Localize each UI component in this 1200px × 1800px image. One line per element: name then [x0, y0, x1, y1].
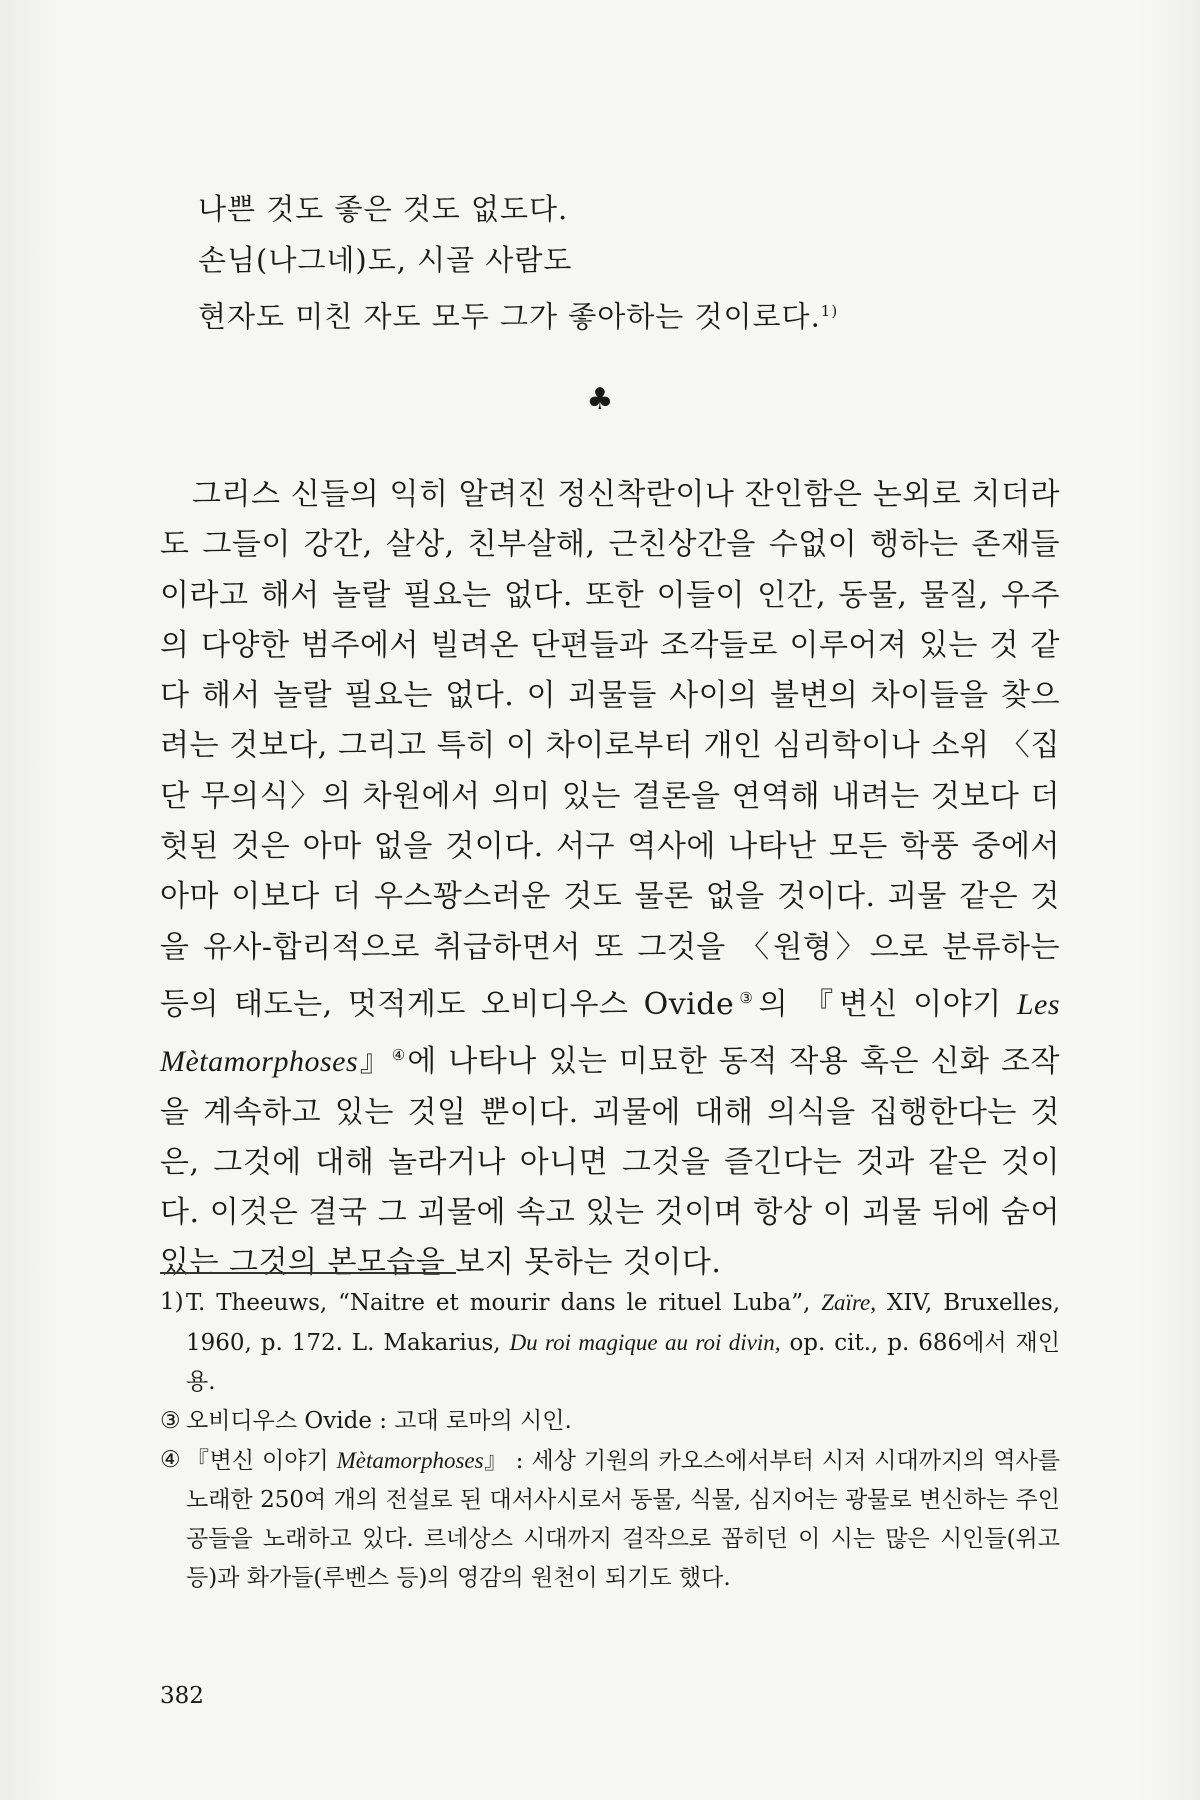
footnote-mark: ④ [160, 1447, 181, 1473]
footnote-run: XIV, Bruxelles, 1960, p. 172. L. Makarius, [186, 1290, 1061, 1356]
footnote-divider [160, 1272, 456, 1274]
work-title: Les Mètamorphoses [160, 987, 1060, 1079]
footnote-run: op. cit., p. 686에서 재인용. [186, 1330, 1060, 1395]
footnote-text [186, 1441, 1060, 1598]
verse-block [198, 184, 1018, 343]
journal-title: Zaïre, [821, 1290, 877, 1315]
footnote-ref-3[interactable]: ③ [734, 988, 759, 1007]
footnote-3 [160, 1402, 1060, 1441]
page-number: 382 [160, 1683, 204, 1709]
verse-line: 나쁜 것도 좋은 것도 없도다. [198, 192, 569, 226]
footnote-mark: ③ [160, 1408, 181, 1434]
footnote-run: 『변신 이야기 [186, 1448, 337, 1474]
footnote-text [186, 1283, 1060, 1402]
footnote-4 [160, 1441, 1060, 1598]
body-text [160, 470, 1060, 1289]
body-text-run: 에 나타나 있는 미묘한 동적 작용 혹은 신화 조작을 계속하고 있는 것일 뿐이다. 괴물에 대해 의식을 집행한다는 것은, 그것에 대해 놀라거나 아니면 그것을 즐긴다는 것과 같은 것이다. 이것은 결국 그 괴물에 속고 있는 것이며 항상 이 괴물 뒤에 숨어 있는 그것의 본모습을 보지 못하는 것이다. [160, 1044, 1060, 1281]
footnotes [160, 1283, 1060, 1598]
body-text-run: 의 『변신 이야기 [758, 986, 1017, 1022]
footnote-ref-4[interactable]: ④ [391, 1046, 408, 1065]
body-text-run: 그리스 신들의 익히 알려진 정신착란이나 잔인함은 논외로 치더라도 그들이 강간, 살상, 친부살해, 근친상간을 수없이 행하는 존재들이라고 해서 놀랄 필요는 없다. 또한 이들이 인간, 동물, 물질, 우주의 다양한 범주에서 빌려온 단편들과 조각들로 이루어져 있는 것 같다 해서 놀랄 필요는 없다. 이 괴물들 사이의 불변의 차이들을 찾으려는 것보다, 그리고 특히 이 차이로부터 개인 심리학이나 소위 〈집단 무의식〉의 차원에서 의미 있는 결론을 연역해 내려는 것보다 더 헛된 것은 아마 없을 것이다. 서구 역사에 나타난 모든 학풍 중에서 아마 이보다 더 우스꽝스러운 것도 물론 없을 것이다. 괴물 같은 것을 유사-합리적으로 취급하면서 또 그것을 〈원형〉으로 분류하는 등의 태도는, 멋적게도 오비디우스 Ovide [160, 477, 1060, 1022]
footnote-ref-1[interactable]: 1) [820, 302, 839, 320]
book-title: Du roi magique au roi divin, [509, 1330, 781, 1355]
footnote-1 [160, 1283, 1060, 1402]
work-title: Mètamorphoses [336, 1448, 484, 1473]
club-divider-icon: ♣ [586, 382, 614, 417]
verse-line: 손님(나그네)도, 시골 사람도 [198, 243, 573, 277]
footnote-run: T. Theeuws, “Naitre et mourir dans le rituel Luba”, [186, 1290, 822, 1316]
body-text-run: 』 [358, 1044, 392, 1080]
footnote-mark: 1) [160, 1289, 184, 1315]
verse-line-text: 현자도 미친 자도 모두 그가 좋아하는 것이로다. [198, 299, 821, 334]
verse-line [198, 286, 1018, 343]
footnote-run: 』 : 세상 기원의 카오스에서부터 시저 시대까지의 역사를 노래한 250여 개의 전설로 된 대서사시로서 동물, 식물, 심지어는 광물로 변신하는 주인공들을 노래하고 있다. 르네상스 시대까지 걸작으로 꼽히던 이 시는 많은 시인들(위고 등)과 화가들(루벤스 등)의 영감의 원천이 되기도 했다. [186, 1448, 1060, 1591]
footnote-text: 오비디우스 Ovide : 고대 로마의 시인. [186, 1408, 572, 1434]
body-paragraph [160, 470, 1060, 1289]
